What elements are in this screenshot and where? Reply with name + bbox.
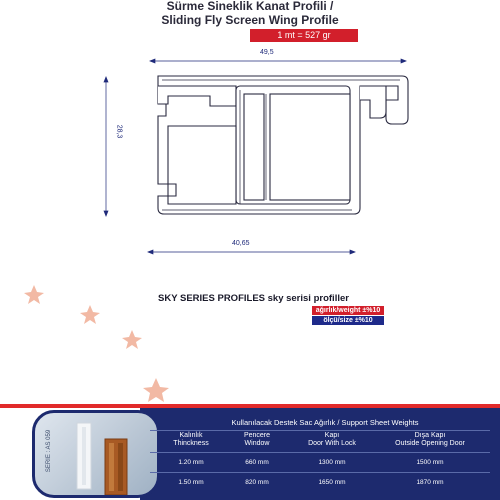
profile-samples-image [35, 413, 160, 498]
table-cell: 1300 mm [318, 459, 346, 466]
header-door-with-lock: Kapı Door With Lock [308, 432, 356, 447]
profile-title-tr: Sürme Sineklik Kanat Profili / [166, 0, 334, 13]
table-cell: 1500 mm [416, 459, 444, 466]
size-tolerance-tag: ölçü/size ±%10 [312, 316, 384, 325]
table-divider [150, 430, 490, 431]
serie-label: SERIE : AS 059 [46, 429, 53, 473]
table-title: Kullanılacak Destek Sac Ağırlık / Support Sheet Weights [231, 418, 419, 427]
table-cell: 1870 mm [416, 479, 444, 486]
weight-tolerance-tag: ağırlık/weight ±%10 [312, 306, 384, 315]
table-cell: 820 mm [245, 479, 269, 486]
table-cell: 1.20 mm [178, 459, 204, 466]
profile-title-en: Sliding Fly Screen Wing Profile [161, 13, 339, 27]
table-cell: 1.50 mm [178, 479, 204, 486]
dimension-width-top: 49,5 [260, 49, 274, 56]
table-divider [150, 472, 490, 473]
table-divider [150, 452, 490, 453]
dimension-width-bottom: 40,65 [232, 240, 250, 247]
header-thickness: Kalınlık Thinckness [173, 432, 209, 447]
table-cell: 1650 mm [318, 479, 346, 486]
weight-per-meter-badge: 1 mt = 527 gr [250, 29, 358, 42]
table-cell: 660 mm [245, 459, 269, 466]
series-title: SKY SERIES PROFILES sky serisi profiller [158, 293, 349, 304]
dimension-height: 28,3 [115, 124, 123, 139]
header-window: Pencere Window [243, 432, 271, 447]
header-outside-opening-door: Dışa Kapı Outside Opening Door [395, 432, 465, 447]
